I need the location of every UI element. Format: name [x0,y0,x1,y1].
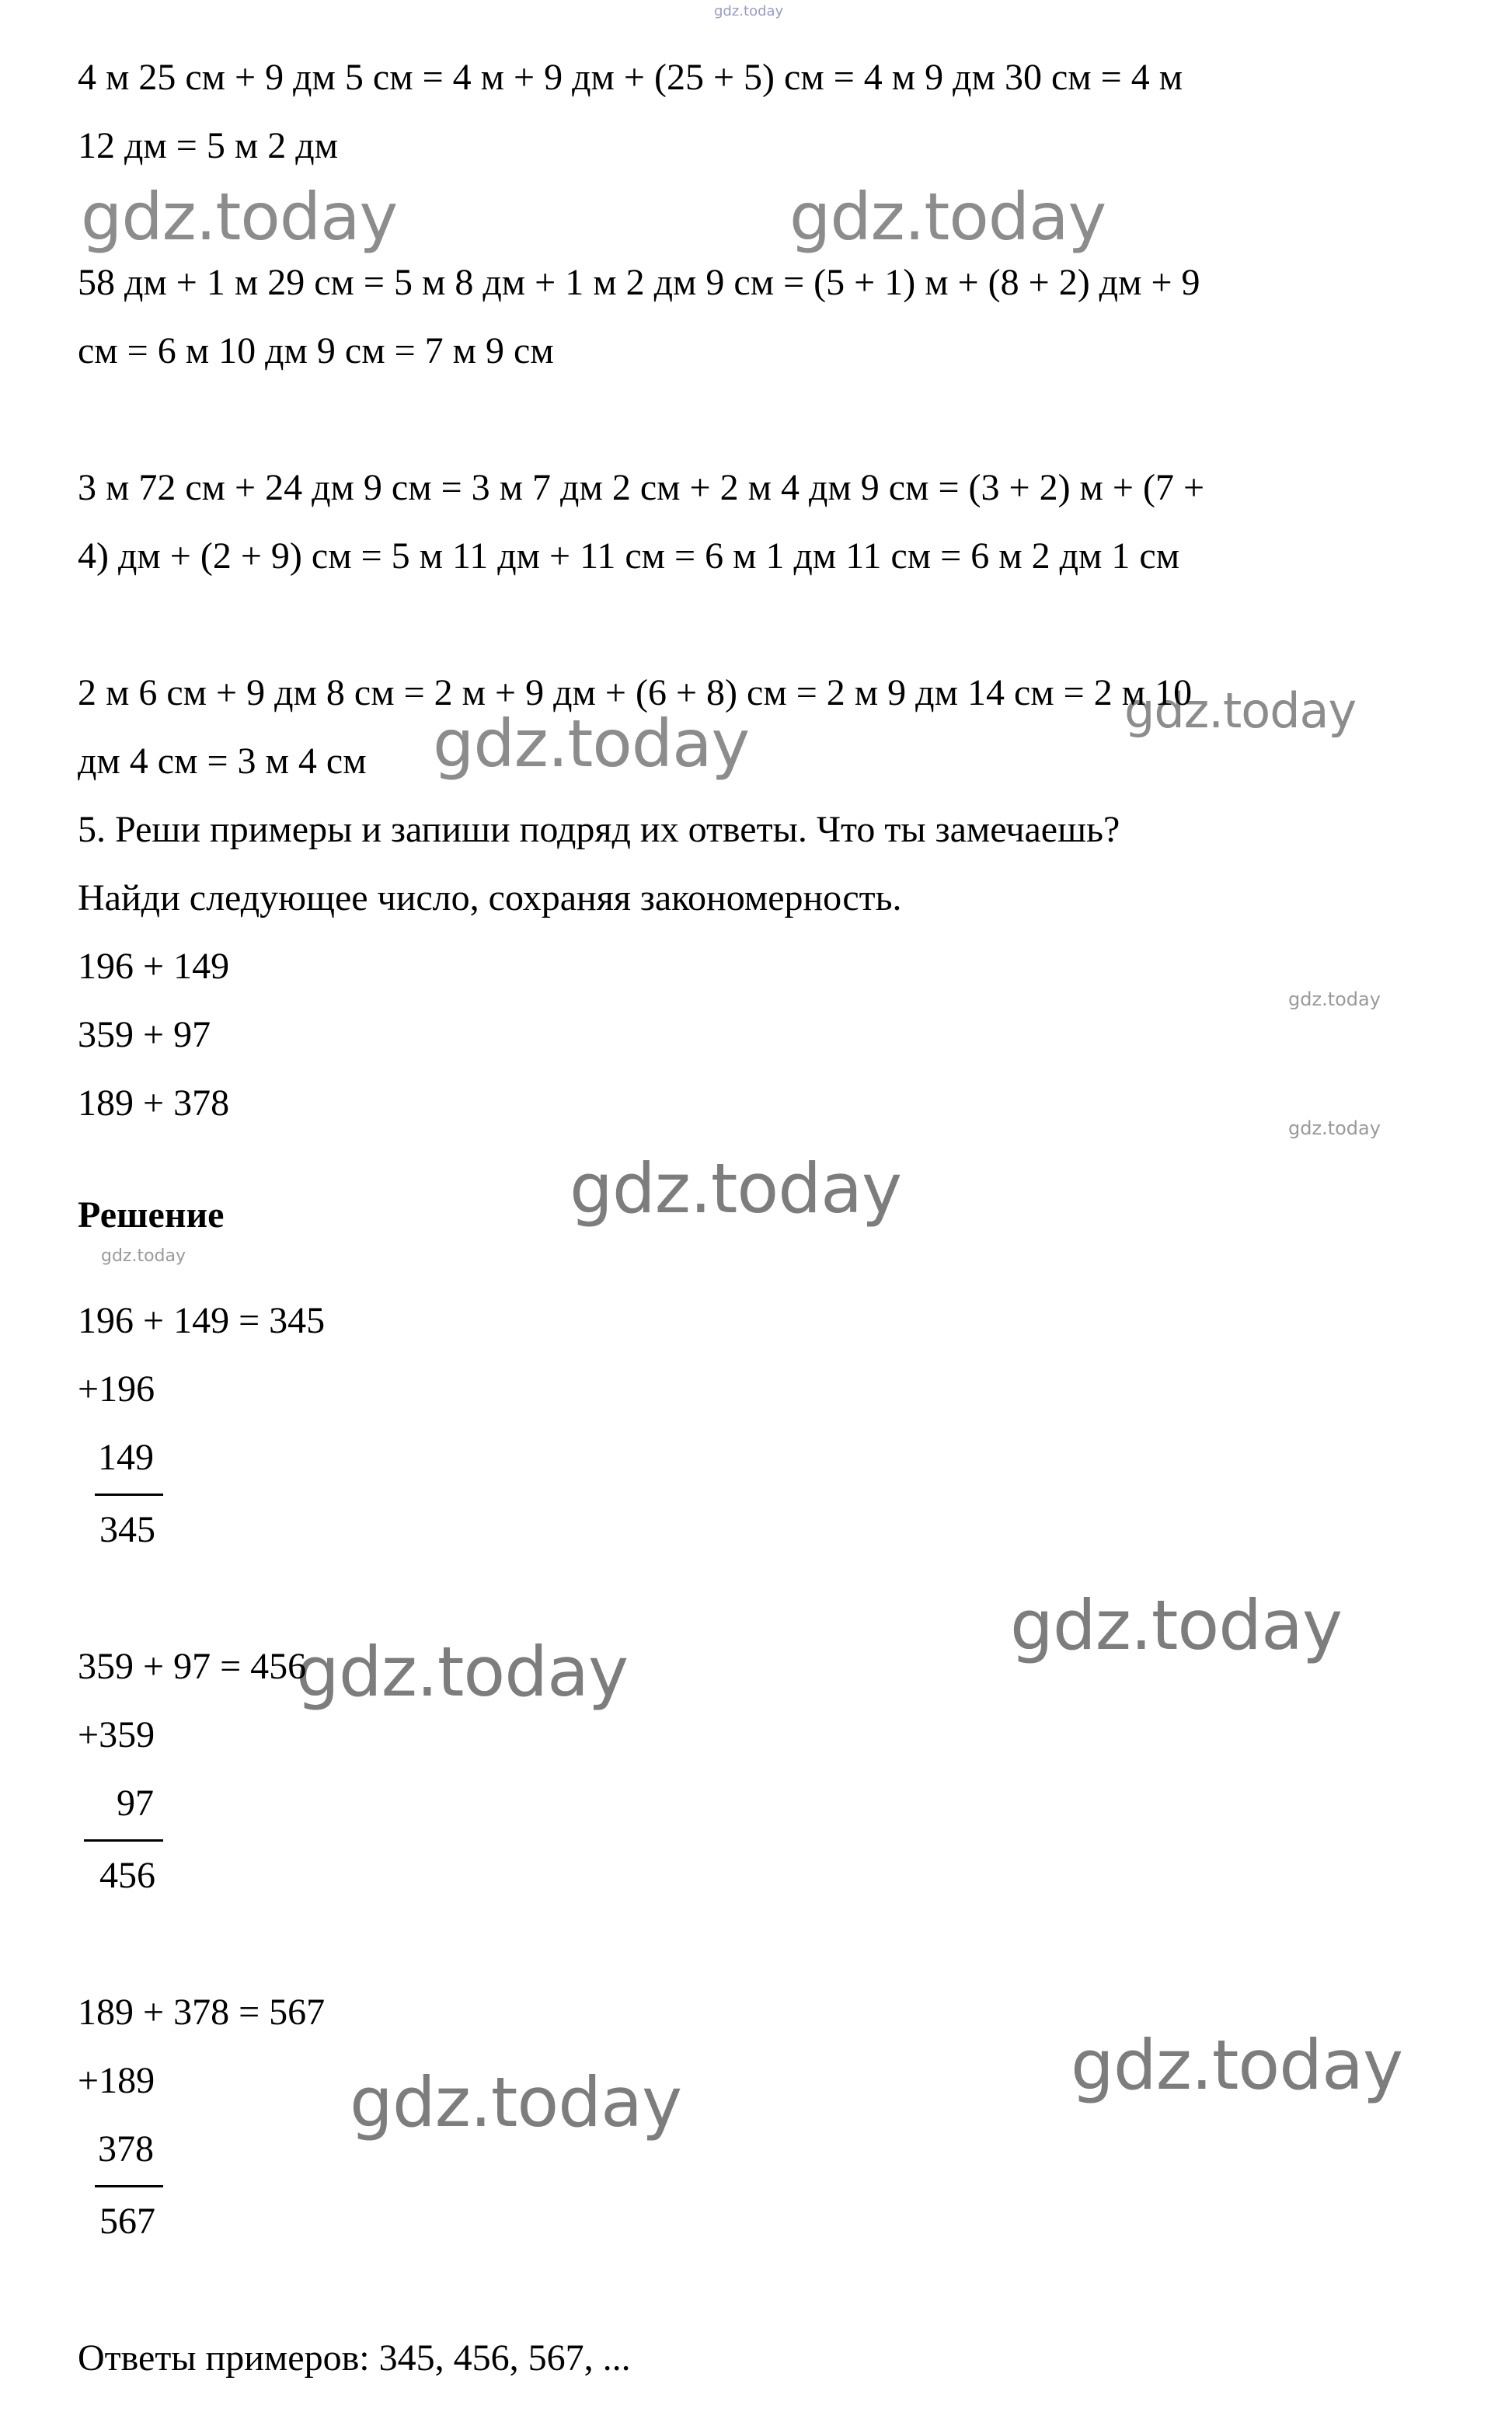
solution-2-addend-1: +359 [78,1714,155,1755]
conversion-2-line-1: 58 дм + 1 м 29 см = 5 м 8 дм + 1 м 2 дм 9 см = (5 + 1) м + (8 + 2) дм + 9 [78,262,1200,303]
watermark: gdz.today [1071,2025,1403,2105]
solution-3-sum: 567 [99,2201,155,2242]
watermark: gdz.today [433,706,750,782]
task-5-text-line-1: 5. Реши примеры и запиши подряд их ответы. Что ты замечаешь? [78,809,1120,850]
spacer [78,180,1395,249]
example-2: 359 + 97 [78,1014,211,1055]
conversion-3-line-1: 3 м 72 см + 24 дм 9 см = 3 м 7 дм 2 см + 2 м 4 дм 9 см = (3 + 2) м + (7 + [78,467,1205,508]
solution-1-addend-1: +196 [78,1368,155,1410]
solution-2-sum: 456 [99,1855,155,1896]
solution-heading: Решение [78,1194,225,1236]
solution-2-addend-2: 97 [84,1769,163,1842]
spacer [78,385,1395,454]
conversion-1-line-2: 12 дм = 5 м 2 дм [78,125,339,166]
conversion-4-line-2: дм 4 см = 3 м 4 см [78,741,367,782]
solution-3-addend-2: 378 [95,2115,163,2187]
watermark: gdz.today [81,179,398,255]
example-3: 189 + 378 [78,1082,230,1124]
task-5-text-line-2: Найди следующее число, сохраняя закономерность. [78,877,902,918]
watermark: gdz.today [570,1148,902,1229]
solution-block-2 [78,1633,1395,1910]
solution-block-1 [78,1287,1395,1564]
solution-2-equation: 359 + 97 = 456 [78,1646,307,1687]
conversion-4-line-1: 2 м 6 см + 9 дм 8 см = 2 м + 9 дм + (6 + 8) см = 2 м 9 дм 14 см = 2 м 10 [78,672,1193,713]
watermark: gdz.today [1288,988,1381,1010]
spacer [78,591,1395,659]
conversion-3-line-2: 4) дм + (2 + 9) см = 5 м 11 дм + 11 см = 6 м 1 дм 11 см = 6 м 2 дм 1 см [78,535,1180,577]
solution-block-3 [78,1978,1395,2256]
watermark: gdz.today [789,179,1106,255]
answers-line: Ответы примеров: 345, 456, 567, ... [78,2337,631,2379]
watermark: gdz.today [714,3,784,19]
solution-1-addend-2: 149 [95,1424,163,1496]
example-1: 196 + 149 [78,946,230,987]
solution-1-equation: 196 + 149 = 345 [78,1300,326,1341]
watermark: gdz.today [1288,1117,1381,1139]
watermark: gdz.today [1010,1585,1343,1665]
solution-3-addend-1: +189 [78,2060,155,2101]
conversion-1-line-1: 4 м 25 см + 9 дм 5 см = 4 м + 9 дм + (25 + 5) см = 4 м 9 дм 30 см = 4 м [78,57,1183,98]
solution-3-equation: 189 + 378 = 567 [78,1992,326,2033]
watermark: gdz.today [296,1632,629,1712]
conversion-2-line-2: см = 6 м 10 дм 9 см = 7 м 9 см [78,330,554,371]
solution-1-sum: 345 [99,1509,155,1550]
watermark: gdz.today [101,1246,186,1266]
watermark: gdz.today [350,2062,682,2142]
watermark: gdz.today [1124,682,1357,739]
